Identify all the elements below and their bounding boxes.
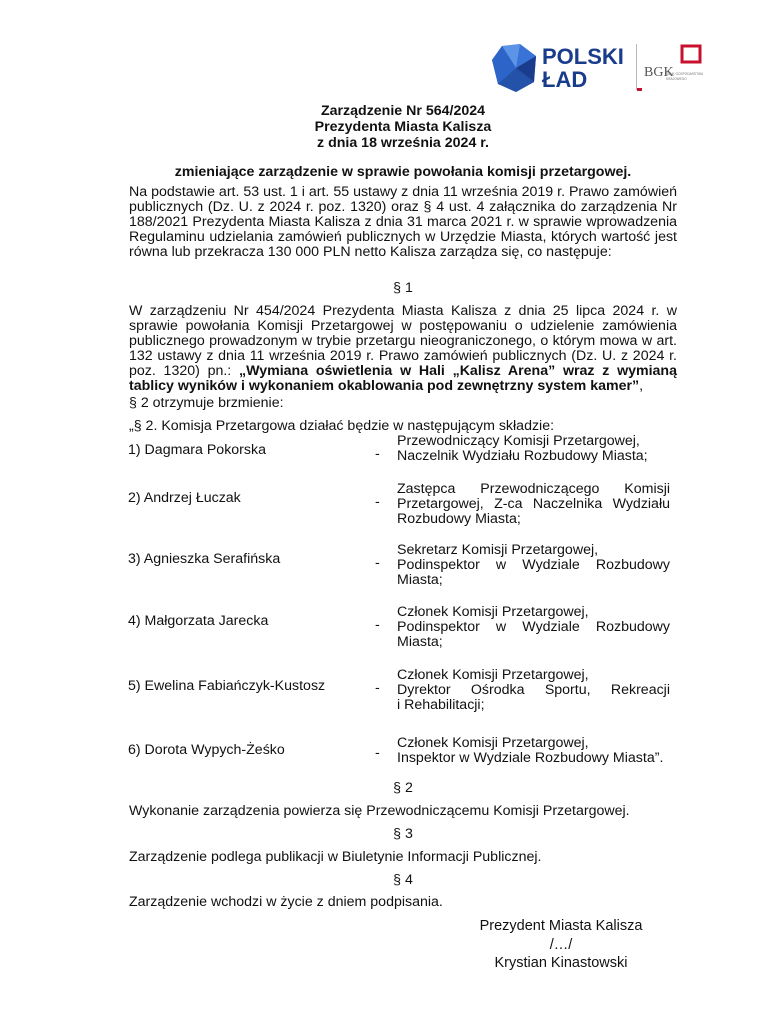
bgk-text: BGK (644, 65, 674, 80)
polski-lad-logo (490, 42, 630, 94)
bgk-subtitle-2: KRAJOWEGO (666, 77, 687, 81)
section-1-text-after: , (639, 378, 644, 394)
section-1-text: W zarządzeniu Nr 454/2024 Prezydenta Miasta Kalisza z dnia 25 lipca 2024 r. w sprawie powołania Komisji Przetargowej w postępowaniu o udzielenie zamówienia publicznego prowadzonym w trybie przetargu nieograniczonego, o którym mowa w art. 132 ustawy z dnia 11 września 2019 r. Prawo zamówień publicznych (Dz. U. z 2024 r. poz. 1320) pn.: (129, 303, 677, 379)
decree-date: z dnia 18 września 2024 r. (317, 135, 489, 151)
section-3-heading: § 3 (393, 826, 413, 842)
decree-subject: zmieniające zarządzenie w sprawie powołania komisji przetargowej. (174, 164, 632, 180)
committee-intro: „§ 2. Komisja Przetargowa działać będzie w następującym składzie: (129, 418, 555, 434)
polski-lad-text-2: ŁAD (542, 67, 588, 92)
role-line: Miasta; (397, 634, 443, 650)
bgk-logo (636, 44, 706, 94)
section-3-text: Zarządzenie podlega publikacji w Biuletynie Informacji Publicznej. (129, 849, 542, 865)
role-line: Przewodniczący Komisji Przetargowej, (397, 433, 640, 449)
signature-title: Prezydent Miasta Kalisza (479, 918, 643, 934)
role-line: Podinspektor w Wydziale Rozbudowy (397, 619, 670, 635)
role-line: Rozbudowy Miasta; (397, 511, 521, 527)
member-name: 4) Małgorzata Jarecka (128, 613, 269, 629)
member-name: 5) Ewelina Fabiańczyk-Kustosz (128, 678, 326, 694)
role-line: Podinspektor w Wydziale Rozbudowy (397, 557, 670, 573)
role-line: Dyrektor Ośrodka Sportu, Rekreacji (397, 682, 670, 698)
member-role (397, 482, 670, 527)
section-1-last-line: § 2 otrzymuje brzmienie: (129, 395, 284, 411)
section-2-heading: § 2 (393, 780, 413, 796)
member-dash: - (375, 494, 380, 510)
member-role (397, 605, 670, 650)
section-1-body (129, 304, 677, 394)
member-name: 6) Dorota Wypych-Żeśko (128, 742, 285, 758)
role-line: Miasta; (397, 572, 443, 588)
role-line: Sekretarz Komisji Przetargowej, (397, 542, 599, 558)
member-dash: - (375, 555, 380, 571)
role-line: Inspektor w Wydziale Rozbudowy Miasta”. (397, 750, 664, 766)
preamble: Na podstawie art. 53 ust. 1 i art. 55 ustawy z dnia 11 września 2019 r. Prawo zamówień publicznych (Dz. U. z 2024 r. poz. 1320) oraz § 4 ust. 4 załącznika do zarządzenia Nr 188/2021 Prezydenta Miasta Kalisza z dnia 31 marca 2021 r. w sprawie wprowadzenia Regulaminu udzielania zamówień publicznych w Urzędzie Miasta, których wartość jest równa lub przekracza 130 000 PLN netto Kalisza zarządza się, co następuje: (129, 184, 677, 260)
signature-name: Krystian Kinastowski (494, 955, 628, 971)
section-4-heading: § 4 (393, 872, 413, 888)
role-line: Członek Komisji Przetargowej, (397, 667, 589, 683)
member-role (397, 668, 670, 713)
member-dash: - (375, 745, 380, 761)
bgk-subtitle-1: BANK GOSPODARSTWA (666, 72, 704, 76)
member-name: 1) Dagmara Pokorska (128, 442, 266, 458)
member-name: 2) Andrzej Łuczak (128, 490, 241, 506)
member-role (397, 736, 670, 766)
member-dash: - (375, 680, 380, 696)
member-dash: - (375, 617, 380, 633)
role-line: Zastępca Przewodniczącego Komisji (397, 481, 670, 497)
role-line: Przetargowej, Z-ca Naczelnika Wydziału (397, 496, 670, 512)
member-role (397, 543, 670, 588)
member-role (397, 434, 670, 464)
role-line: Członek Komisji Przetargowej, (397, 735, 589, 751)
decree-number: Zarządzenie Nr 564/2024 (320, 103, 486, 119)
role-line: i Rehabilitacji; (397, 697, 485, 713)
decree-issuer: Prezydenta Miasta Kalisza (314, 119, 492, 135)
section-2-text: Wykonanie zarządzenia powierza się Przewodniczącemu Komisji Przetargowej. (129, 803, 630, 819)
member-name: 3) Agnieszka Serafińska (128, 551, 281, 567)
contract-title: „Wymiana oświetlenia w Hali „Kalisz Arena” wraz z wymianą tablicy wyników i wykonaniem okablowania pod zewnętrzny system kamer” (129, 363, 677, 394)
section-4-text: Zarządzenie wchodzi w życie z dniem podpisania. (129, 894, 443, 910)
member-dash: - (375, 446, 380, 462)
section-1-heading: § 1 (393, 280, 413, 296)
polski-lad-text-1: POLSKI (542, 44, 624, 69)
role-line: Członek Komisji Przetargowej, (397, 604, 589, 620)
signature-mark: /…/ (549, 937, 573, 953)
role-line: Naczelnik Wydziału Rozbudowy Miasta; (397, 448, 648, 464)
